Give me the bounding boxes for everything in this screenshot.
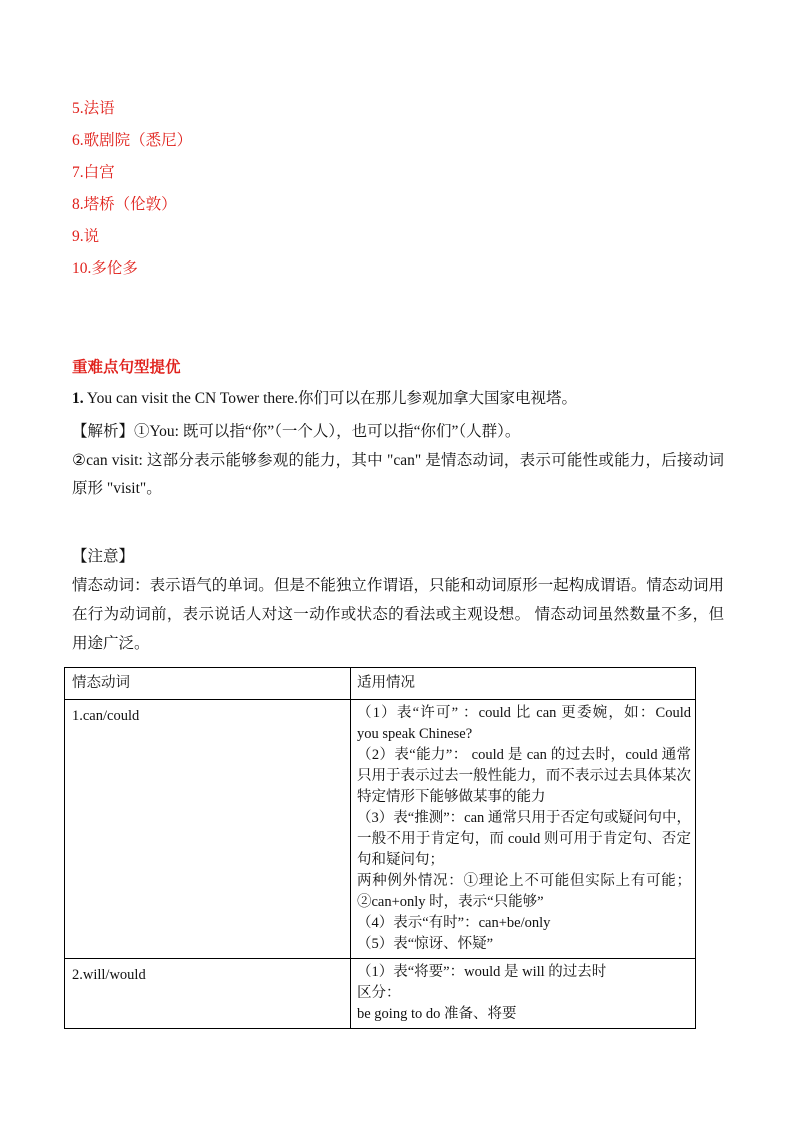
table-row	[65, 700, 696, 959]
table-header-cell: 情态动词	[65, 668, 351, 700]
modal-verb-cell: 2.will/would	[65, 959, 351, 1029]
example-sentence	[72, 386, 577, 408]
section-title: 重难点句型提优	[72, 359, 181, 376]
answer-item: 10.多伦多	[72, 260, 138, 277]
usage-line: （1）表“将要”：would 是 will 的过去时	[356, 964, 607, 980]
analysis-line	[72, 419, 520, 441]
modal-verb-table	[64, 667, 696, 1029]
modal-verb-cell: 1.can/could	[65, 700, 351, 959]
note-label: 【注意】	[72, 548, 135, 565]
usage-line: be going to do 准备、将要	[356, 1006, 517, 1022]
usage-cell	[350, 959, 695, 1029]
sentence-text: You can visit the CN Tower there.你们可以在那儿参观加拿大国家电视塔。	[83, 390, 577, 407]
usage-line: （5）表“惊讶、怀疑”	[356, 936, 494, 952]
usage-cell	[350, 700, 695, 959]
table-row	[65, 959, 696, 1029]
answer-item: 9.说	[72, 228, 100, 245]
usage-line: （4）表示“有时”：can+be/only	[356, 915, 551, 931]
analysis-point-2: ②can visit: 这部分表示能够参观的能力，其中 "can" 是情态动词，表示可能性或能力，后接动词原形 "visit"。	[72, 452, 724, 497]
note-paragraph: 情态动词：表示语气的单词。但是不能独立作谓语，只能和动词原形一起构成谓语。情态动词用在行为动词前，表示说话人对这一动作或状态的看法或主观设想。 情态动词虽然数量不多，但用途广泛。	[72, 577, 724, 652]
usage-line: 区分：	[356, 985, 401, 1001]
answer-item: 8.塔桥（伦敦）	[72, 196, 177, 213]
usage-line: （1）表“许可” ：could 比 can 更委婉，如：Could you speak Chinese?	[356, 705, 691, 742]
usage-line: （3）表“推测”：can 通常只用于否定句或疑问句中，一般不用于肯定句，而 could 则可用于肯定句、否定句和疑问句；	[356, 810, 691, 868]
answer-item: 5.法语	[72, 100, 115, 117]
answer-list	[72, 97, 192, 289]
answer-item: 6.歌剧院（悉尼）	[72, 132, 193, 149]
usage-line: （2）表“能力”： could 是 can 的过去时，could 通常只用于表示过去一般性能力，而不表示过去具体某次特定情形下能够做某事的能力	[356, 747, 691, 805]
usage-line: 两种例外情况：①理论上不可能但实际上有可能；②can+only 时，表示“只能够”	[356, 873, 691, 910]
sentence-number: 1.	[72, 390, 84, 407]
table-header-cell: 适用情况	[350, 668, 695, 700]
analysis-label: 【解析】	[72, 423, 135, 440]
table-header-row	[65, 668, 696, 700]
answer-item: 7.白宫	[72, 164, 115, 181]
analysis-point-1: ①You: 既可以指“你”（一个人），也可以指“你们”（人群）。	[134, 423, 521, 440]
